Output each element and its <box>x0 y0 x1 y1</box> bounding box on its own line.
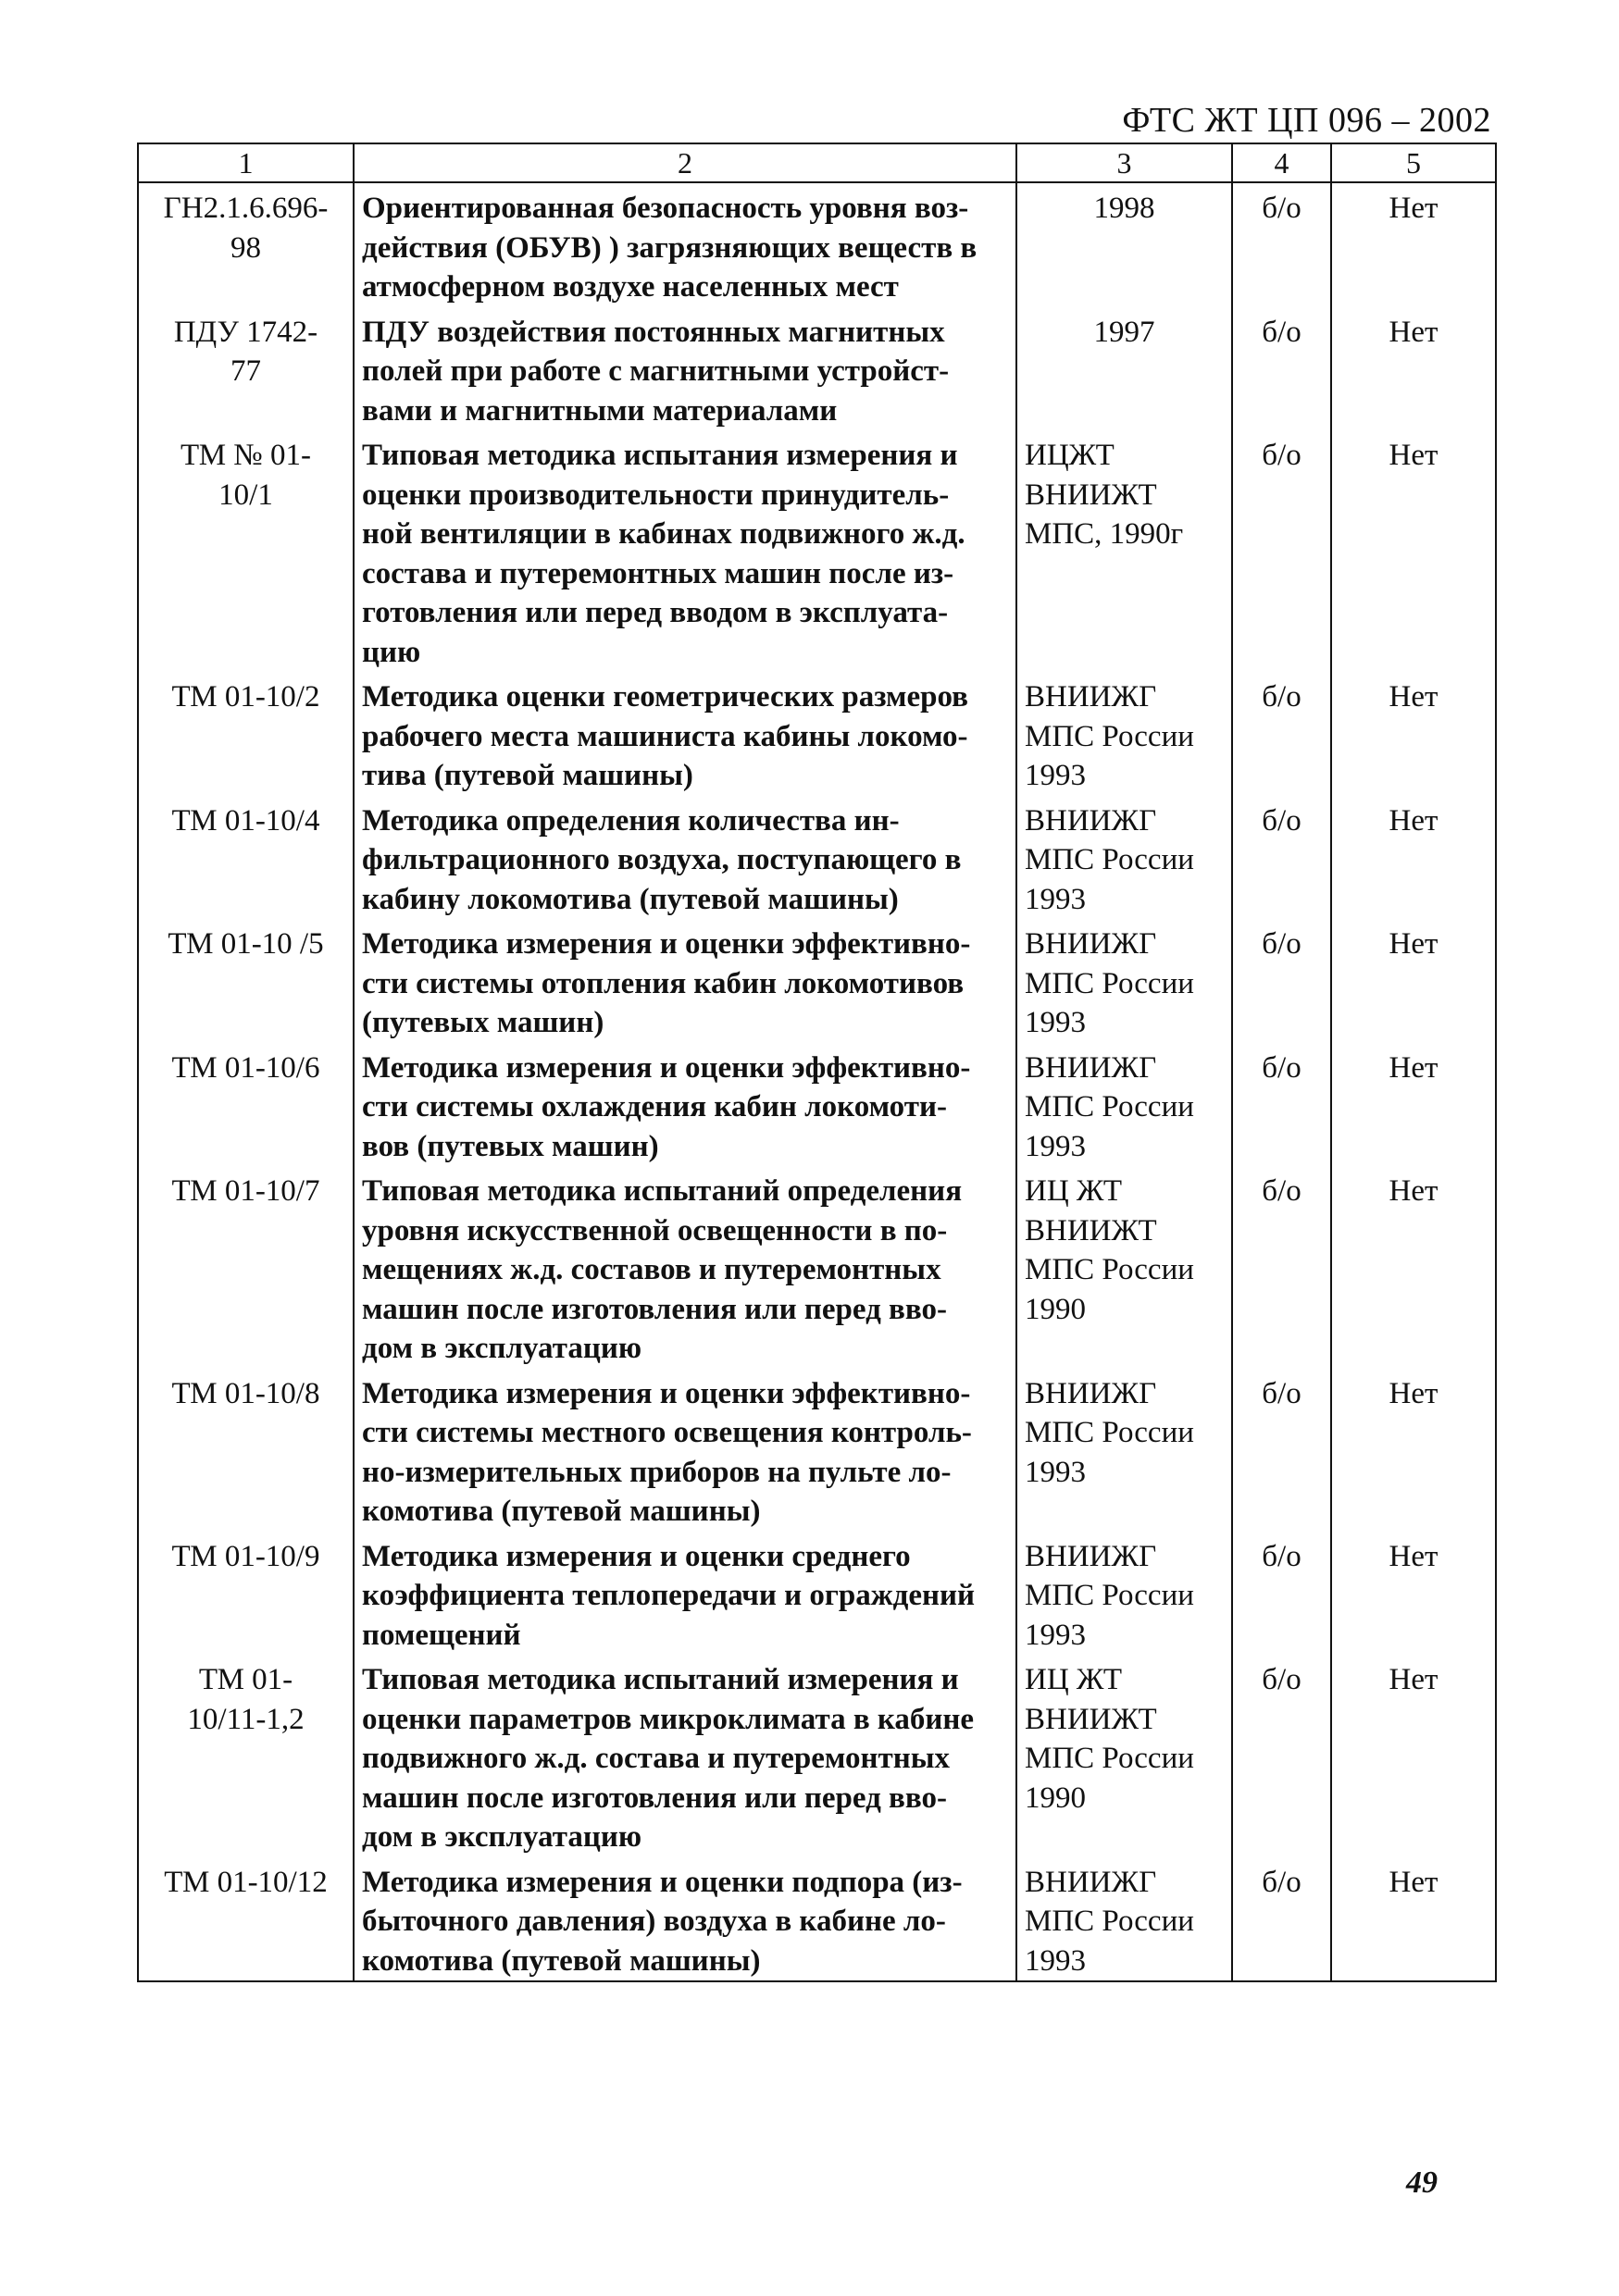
document-code-cell-line: 10/1 <box>218 478 273 512</box>
document-title-cell-line: готовления или перед вводом в эксплуата- <box>362 596 949 629</box>
document-title-cell-line: Методика оценки геометрических размеров <box>362 680 968 714</box>
document-title-cell-line: тива (путевой машины) <box>362 759 693 792</box>
document-code-cell-line: ТМ 01-10/12 <box>164 1865 328 1899</box>
note-cell: б/о <box>1232 182 1331 307</box>
status-cell: Нет <box>1331 182 1496 307</box>
document-code-cell <box>138 1043 354 1167</box>
source-cell-line: 1993 <box>1025 1006 1086 1039</box>
source-cell-line: 1993 <box>1025 1618 1086 1652</box>
status-cell: Нет <box>1331 430 1496 672</box>
status-cell: Нет <box>1331 1857 1496 1982</box>
status-cell: Нет <box>1331 796 1496 920</box>
source-cell-line: ИЦ ЖТ <box>1025 1174 1123 1208</box>
document-code-cell <box>138 430 354 672</box>
source-cell <box>1016 1857 1232 1982</box>
document-code-cell <box>138 1655 354 1857</box>
source-cell-line: ВНИИЖГ <box>1025 803 1157 838</box>
source-cell-line: 1990 <box>1025 1781 1086 1815</box>
document-title-cell-line: ной вентиляции в кабинах подвижного ж.д. <box>362 517 965 551</box>
document-title-cell <box>354 672 1016 796</box>
source-cell-line: МПС России <box>1025 719 1194 753</box>
document-title-cell-line: помещений <box>362 1618 521 1652</box>
table-row <box>138 307 1496 431</box>
document-code-cell <box>138 307 354 431</box>
document-title-cell-line: Методика измерения и оценки среднего <box>362 1539 911 1573</box>
document-code-cell <box>138 182 354 307</box>
column-header-5: 5 <box>1331 143 1496 182</box>
table-header-row <box>138 143 1496 182</box>
note-cell: б/о <box>1232 1532 1331 1656</box>
source-cell-line: ВНИИЖГ <box>1025 1376 1157 1410</box>
status-cell: Нет <box>1331 1043 1496 1167</box>
page-number: 49 <box>1406 2166 1438 2200</box>
document-code-cell <box>138 1369 354 1532</box>
document-title-cell-line: мещениях ж.д. составов и путеремонтных <box>362 1253 941 1286</box>
document-title-cell-line: подвижного ж.д. состава и путеремонтных <box>362 1742 950 1775</box>
document-title-cell-line: Типовая методика испытаний измерения и <box>362 1663 959 1696</box>
source-cell <box>1016 1166 1232 1369</box>
status-cell: Нет <box>1331 307 1496 431</box>
document-title-cell-line: быточного давления) воздуха в кабине ло- <box>362 1905 946 1938</box>
source-cell <box>1016 307 1232 431</box>
source-cell-line: ВНИИЖГ <box>1025 1865 1157 1899</box>
source-cell-line: ИЦ ЖТ <box>1025 1663 1123 1696</box>
document-code-cell-line: 98 <box>230 230 261 265</box>
document-title-cell <box>354 1166 1016 1369</box>
document-title-cell-line: сти системы отопления кабин локомотивов <box>362 966 965 1000</box>
document-title-cell-line: Ориентированная безопасность уровня воз- <box>362 192 969 225</box>
status-cell: Нет <box>1331 1532 1496 1656</box>
document-code: ФТС ЖТ ЦП 096 – 2002 <box>1122 101 1491 140</box>
source-cell <box>1016 1043 1232 1167</box>
source-cell-line: МПС России <box>1025 1416 1194 1449</box>
source-cell-line: МПС России <box>1025 843 1194 876</box>
document-code-cell-line: ТМ 01- <box>198 1663 293 1696</box>
document-title-cell <box>354 919 1016 1043</box>
document-code-cell <box>138 1857 354 1982</box>
document-title-cell <box>354 1043 1016 1167</box>
source-cell-line: ВНИИЖТ <box>1025 1213 1157 1247</box>
document-title-cell <box>354 1532 1016 1656</box>
document-title-cell <box>354 307 1016 431</box>
source-cell-line: ВНИИЖГ <box>1025 1539 1157 1573</box>
document-title-cell-line: уровня искусственной освещенности в по- <box>362 1213 948 1247</box>
status-cell: Нет <box>1331 1166 1496 1369</box>
note-cell: б/о <box>1232 919 1331 1043</box>
document-title-cell-line: Методика измерения и оценки эффективно- <box>362 1050 971 1085</box>
note-cell: б/о <box>1232 1655 1331 1857</box>
document-title-cell-line: сти системы охлаждения кабин локомоти- <box>362 1090 947 1123</box>
source-cell <box>1016 1369 1232 1532</box>
source-cell <box>1016 1532 1232 1656</box>
document-title-cell-line: Типовая методика испытаний определения <box>362 1174 963 1208</box>
source-cell-line: МПС России <box>1025 1742 1194 1775</box>
note-cell: б/о <box>1232 307 1331 431</box>
document-title-cell-line: действия (ОБУВ) ) загрязняющих веществ в <box>362 230 978 265</box>
table-header <box>138 143 1496 182</box>
document-title-cell-line: фильтрационного воздуха, поступающего в <box>362 843 962 876</box>
table-row <box>138 919 1496 1043</box>
document-code-cell-line: ТМ 01-10/8 <box>171 1376 320 1410</box>
document-code-cell <box>138 1532 354 1656</box>
document-title-cell-line: состава и путеремонтных машин после из- <box>362 556 954 590</box>
table-body <box>138 182 1496 1981</box>
document-title-cell-line: Методика измерения и оценки эффективно- <box>362 1376 971 1410</box>
source-cell-line: ВНИИЖГ <box>1025 680 1157 714</box>
standards-table <box>137 143 1497 1982</box>
source-cell-line: 1993 <box>1025 1455 1086 1489</box>
table-row <box>138 182 1496 307</box>
document-title-cell-line: атмосферном воздухе населенных мест <box>362 270 899 304</box>
source-cell-line: 1993 <box>1025 1129 1086 1163</box>
note-cell: б/о <box>1232 1166 1331 1369</box>
status-cell: Нет <box>1331 672 1496 796</box>
source-cell <box>1016 182 1232 307</box>
document-code-cell <box>138 796 354 920</box>
document-code-cell-line: ТМ 01-10/6 <box>171 1050 320 1085</box>
table-row <box>138 1043 1496 1167</box>
column-header-1: 1 <box>138 143 354 182</box>
status-cell: Нет <box>1331 1655 1496 1857</box>
document-title-cell <box>354 1655 1016 1857</box>
table-row <box>138 796 1496 920</box>
source-cell-line: ВНИИЖТ <box>1025 1702 1157 1736</box>
document-title-cell-line: Методика измерения и оценки эффективно- <box>362 927 971 961</box>
source-cell-line: 1998 <box>1093 192 1155 225</box>
document-title-cell-line: цию <box>362 635 421 669</box>
document-code-cell-line: ТМ 01-10 /5 <box>168 927 324 961</box>
document-code-cell-line: ТМ 01-10/2 <box>171 680 320 714</box>
document-code-cell-line: ТМ № 01- <box>180 439 312 472</box>
document-title-cell-line: кабину локомотива (путевой машины) <box>362 882 899 916</box>
document-title-cell <box>354 1369 1016 1532</box>
source-cell-line: ИЦЖТ <box>1025 439 1115 472</box>
document-code-cell-line: ГН2.1.6.696- <box>163 192 329 225</box>
document-title-cell-line: (путевых машин) <box>362 1006 604 1039</box>
source-cell-line: 1997 <box>1093 315 1155 349</box>
note-cell: б/о <box>1232 672 1331 796</box>
document-title-cell-line: Методика определения количества ин- <box>362 803 900 838</box>
source-cell-line: МПС России <box>1025 966 1194 1000</box>
source-cell-line: МПС России <box>1025 1253 1194 1286</box>
document-title-cell-line: машин после изготовления или перед вво- <box>362 1292 947 1326</box>
table-row <box>138 430 1496 672</box>
document-title-cell-line: но-измерительных приборов на пульте ло- <box>362 1455 952 1489</box>
document-code-cell-line: ТМ 01-10/4 <box>171 803 320 838</box>
document-title-cell-line: комотива (путевой машины) <box>362 1943 761 1978</box>
source-cell-line: МПС России <box>1025 1090 1194 1123</box>
document-code-cell-line: 10/11-1,2 <box>187 1702 305 1736</box>
source-cell <box>1016 796 1232 920</box>
document-title-cell-line: ПДУ воздействия постоянных магнитных <box>362 315 945 349</box>
status-cell: Нет <box>1331 919 1496 1043</box>
document-title-cell-line: дом в эксплуатацию <box>362 1820 642 1854</box>
source-cell <box>1016 430 1232 672</box>
source-cell-line: ВНИИЖГ <box>1025 1050 1157 1085</box>
note-cell: б/о <box>1232 1369 1331 1532</box>
document-title-cell-line: вами и магнитными материалами <box>362 393 838 428</box>
source-cell <box>1016 672 1232 796</box>
table-row <box>138 1655 1496 1857</box>
document-code-cell-line: ТМ 01-10/9 <box>171 1539 320 1573</box>
table-row <box>138 672 1496 796</box>
column-header-3: 3 <box>1016 143 1232 182</box>
document-code-cell-line: ТМ 01-10/7 <box>171 1174 320 1208</box>
source-cell-line: МПС России <box>1025 1579 1194 1612</box>
note-cell: б/о <box>1232 1857 1331 1982</box>
note-cell: б/о <box>1232 430 1331 672</box>
document-title-cell <box>354 430 1016 672</box>
source-cell-line: 1993 <box>1025 1943 1086 1978</box>
document-title-cell-line: комотива (путевой машины) <box>362 1495 761 1528</box>
source-cell-line: 1993 <box>1025 759 1086 792</box>
document-title-cell <box>354 796 1016 920</box>
document-title-cell-line: машин после изготовления или перед вво- <box>362 1781 947 1815</box>
note-cell: б/о <box>1232 1043 1331 1167</box>
source-cell-line: ВНИИЖГ <box>1025 927 1157 961</box>
source-cell-line: МПС России <box>1025 1905 1194 1938</box>
document-code-cell-line: ПДУ 1742- <box>173 315 318 349</box>
source-cell-line: 1990 <box>1025 1292 1086 1326</box>
table-row <box>138 1532 1496 1656</box>
document-title-cell-line: оценки производительности принудитель- <box>362 478 950 512</box>
document-title-cell-line: вов (путевых машин) <box>362 1129 659 1163</box>
note-cell: б/о <box>1232 796 1331 920</box>
document-code-cell <box>138 672 354 796</box>
document-title-cell <box>354 1857 1016 1982</box>
source-cell-line: ВНИИЖТ <box>1025 478 1157 512</box>
document-title-cell-line: полей при работе с магнитными устройст- <box>362 354 950 388</box>
source-cell-line: 1993 <box>1025 882 1086 916</box>
document-title-cell-line: Типовая методика испытания измерения и <box>362 439 958 472</box>
source-cell-line: МПС, 1990г <box>1025 517 1184 551</box>
document-title-cell-line: Методика измерения и оценки подпора (из- <box>362 1865 963 1899</box>
document-title-cell <box>354 182 1016 307</box>
source-cell <box>1016 919 1232 1043</box>
column-header-2: 2 <box>354 143 1016 182</box>
source-cell <box>1016 1655 1232 1857</box>
document-code-cell-line: 77 <box>230 354 261 388</box>
table-row <box>138 1857 1496 1982</box>
document-code-cell <box>138 1166 354 1369</box>
status-cell: Нет <box>1331 1369 1496 1532</box>
document-code-cell <box>138 919 354 1043</box>
table-row <box>138 1369 1496 1532</box>
document-title-cell-line: сти системы местного освещения контроль- <box>362 1416 972 1449</box>
column-header-4: 4 <box>1232 143 1331 182</box>
document-title-cell-line: рабочего места машиниста кабины локомо- <box>362 719 968 753</box>
document-title-cell-line: оценки параметров микроклимата в кабине <box>362 1702 975 1736</box>
document-title-cell-line: дом в эксплуатацию <box>362 1332 642 1365</box>
document-title-cell-line: коэффициента теплопередачи и ограждений <box>362 1579 976 1612</box>
table-row <box>138 1166 1496 1369</box>
